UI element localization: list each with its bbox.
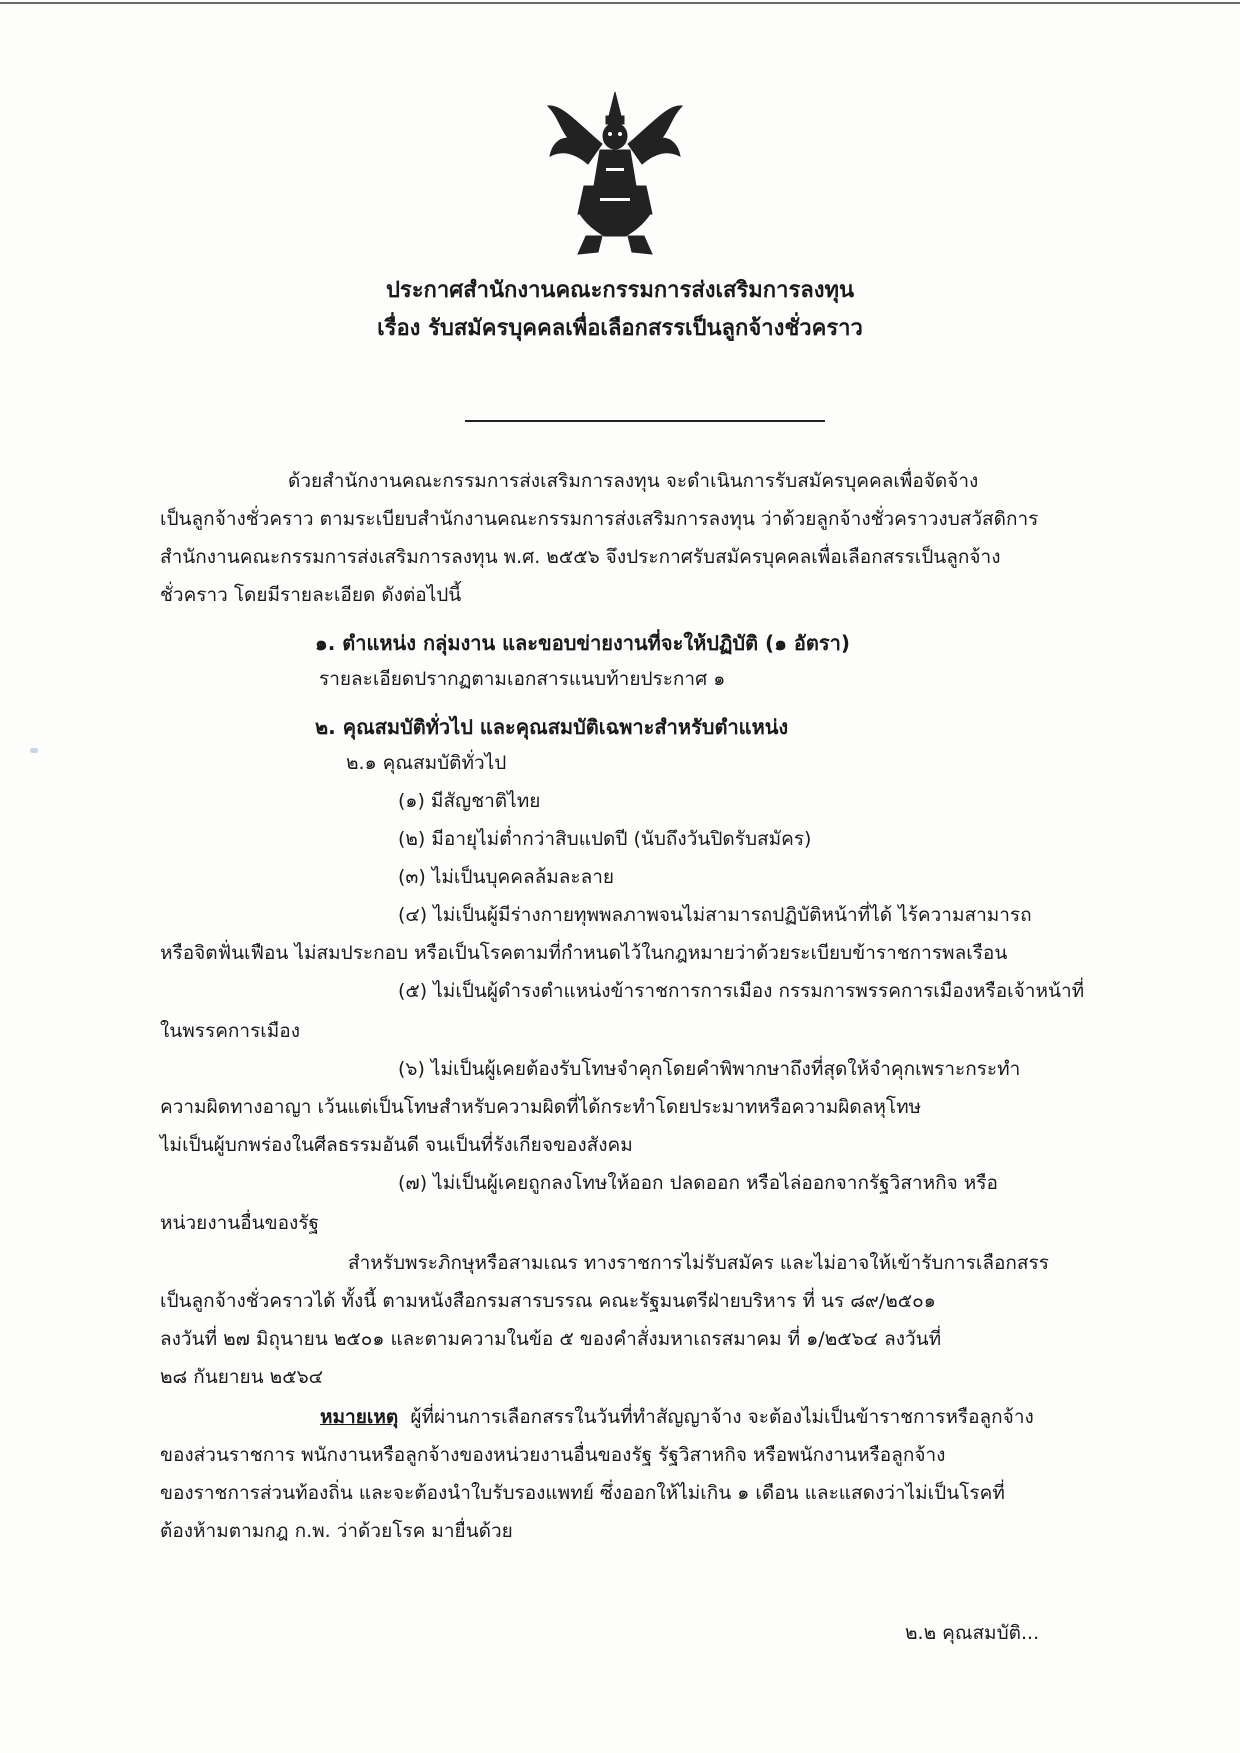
qualification-item: (๓) ไม่เป็นบุคคลล้มละลาย bbox=[398, 866, 615, 888]
announcement-title: ประกาศสำนักงานคณะกรรมการส่งเสริมการลงทุน bbox=[385, 278, 855, 303]
page-continuation: ๒.๒ คุณสมบัติ... bbox=[905, 1622, 1040, 1644]
intro-line: ด้วยสำนักงานคณะกรรมการส่งเสริมการลงทุน จะดำเนินการรับสมัครบุคคลเพื่อจัดจ้าง bbox=[288, 470, 979, 492]
monk-note-line: สำหรับพระภิกษุหรือสามเณร ทางราชการไม่รับสมัคร และไม่อาจให้เข้ารับการเลือกสรร bbox=[348, 1252, 1049, 1274]
remark-text: ผู้ที่ผ่านการเลือกสรรในวันที่ทำสัญญาจ้าง จะต้องไม่เป็นข้าราชการหรือลูกจ้าง bbox=[410, 1406, 1034, 1428]
remark-line: ของราชการส่วนท้องถิ่น และจะต้องนำใบรับรองแพทย์ ซึ่งออกให้ไม่เกิน ๑ เดือน และแสดงว่าไม่เป็นโรคที่ bbox=[160, 1482, 1005, 1504]
intro-line: เป็นลูกจ้างชั่วคราว ตามระเบียบสำนักงานคณะกรรมการส่งเสริมการลงทุน ว่าด้วยลูกจ้างชั่วคราวงบสวัสดิการ bbox=[160, 508, 1039, 530]
scan-ink-speck bbox=[30, 748, 38, 753]
monk-note-line: ๒๘ กันยายน ๒๕๖๔ bbox=[160, 1366, 324, 1388]
qualification-item: (๔) ไม่เป็นผู้มีร่างกายทุพพลภาพจนไม่สามารถปฏิบัติหน้าที่ได้ ไร้ความสามารถ bbox=[398, 904, 1032, 926]
qualification-item: (๕) ไม่เป็นผู้ดำรงตำแหน่งข้าราชการการเมือง กรรมการพรรคการเมืองหรือเจ้าหน้าที่ bbox=[398, 980, 1085, 1002]
garuda-emblem-icon bbox=[540, 86, 690, 258]
qualification-item-continued: ไม่เป็นผู้บกพร่องในศีลธรรมอันดี จนเป็นที่รังเกียจของสังคม bbox=[160, 1134, 633, 1156]
qualification-item-continued: ความผิดทางอาญา เว้นแต่เป็นโทษสำหรับความผิดที่ได้กระทำโดยประมาทหรือความผิดลหุโทษ bbox=[160, 1096, 922, 1118]
section-2-1-heading: ๒.๑ คุณสมบัติทั่วไป bbox=[346, 752, 507, 774]
qualification-item: (๖) ไม่เป็นผู้เคยต้องรับโทษจำคุกโดยคำพิพากษาถึงที่สุดให้จำคุกเพราะกระทำ bbox=[398, 1058, 1021, 1080]
section-1-detail: รายละเอียดปรากฏตามเอกสารแนบท้ายประกาศ ๑ bbox=[319, 668, 726, 690]
section-2-heading: ๒. คุณสมบัติทั่วไป และคุณสมบัติเฉพาะสำหรับตำแหน่ง bbox=[315, 715, 789, 739]
qualification-item: (๑) มีสัญชาติไทย bbox=[398, 790, 541, 812]
qualification-item: (๗) ไม่เป็นผู้เคยถูกลงโทษให้ออก ปลดออก หรือไล่ออกจากรัฐวิสาหกิจ หรือ bbox=[398, 1172, 998, 1194]
section-1-heading: ๑. ตำแหน่ง กลุ่มงาน และขอบข่ายงานที่จะให้ปฏิบัติ (๑ อัตรา) bbox=[315, 631, 850, 655]
remark-line: ต้องห้ามตามกฎ ก.พ. ว่าด้วยโรค มายื่นด้วย bbox=[160, 1520, 513, 1542]
qualification-item-continued: หน่วยงานอื่นของรัฐ bbox=[160, 1212, 320, 1234]
qualification-item: (๒) มีอายุไม่ต่ำกว่าสิบแปดปี (นับถึงวันปิดรับสมัคร) bbox=[398, 828, 812, 850]
qualification-item-continued: ในพรรคการเมือง bbox=[160, 1020, 300, 1042]
intro-line: สำนักงานคณะกรรมการส่งเสริมการลงทุน พ.ศ. ๒๕๕๖ จึงประกาศรับสมัครบุคคลเพื่อเลือกสรรเป็นลูกจ้าง bbox=[160, 546, 1001, 568]
remark-line: ของส่วนราชการ พนักงานหรือลูกจ้างของหน่วยงานอื่นของรัฐ รัฐวิสาหกิจ หรือพนักงานหรือลูกจ้าง bbox=[160, 1444, 946, 1466]
remark-first-line bbox=[320, 1404, 1034, 1430]
title-divider bbox=[465, 420, 825, 422]
announcement-subject: เรื่อง รับสมัครบุคคลเพื่อเลือกสรรเป็นลูกจ้างชั่วคราว bbox=[377, 316, 863, 341]
remark-label: หมายเหตุ bbox=[320, 1406, 399, 1428]
monk-note-line: เป็นลูกจ้างชั่วคราวได้ ทั้งนี้ ตามหนังสือกรมสารบรรณ คณะรัฐมนตรีฝ่ายบริหาร ที่ นร ๘๙/๒๕๐๑ bbox=[160, 1290, 936, 1312]
qualification-item-continued: หรือจิตฟั่นเฟือน ไม่สมประกอบ หรือเป็นโรคตามที่กำหนดไว้ในกฎหมายว่าด้วยระเบียบข้าราชการพลเรือน bbox=[160, 942, 1008, 964]
intro-line: ชั่วคราว โดยมีรายละเอียด ดังต่อไปนี้ bbox=[160, 584, 462, 606]
monk-note-line: ลงวันที่ ๒๗ มิถุนายน ๒๕๐๑ และตามความในข้อ ๕ ของคำสั่งมหาเถรสมาคม ที่ ๑/๒๕๖๔ ลงวันที่ bbox=[160, 1328, 942, 1350]
